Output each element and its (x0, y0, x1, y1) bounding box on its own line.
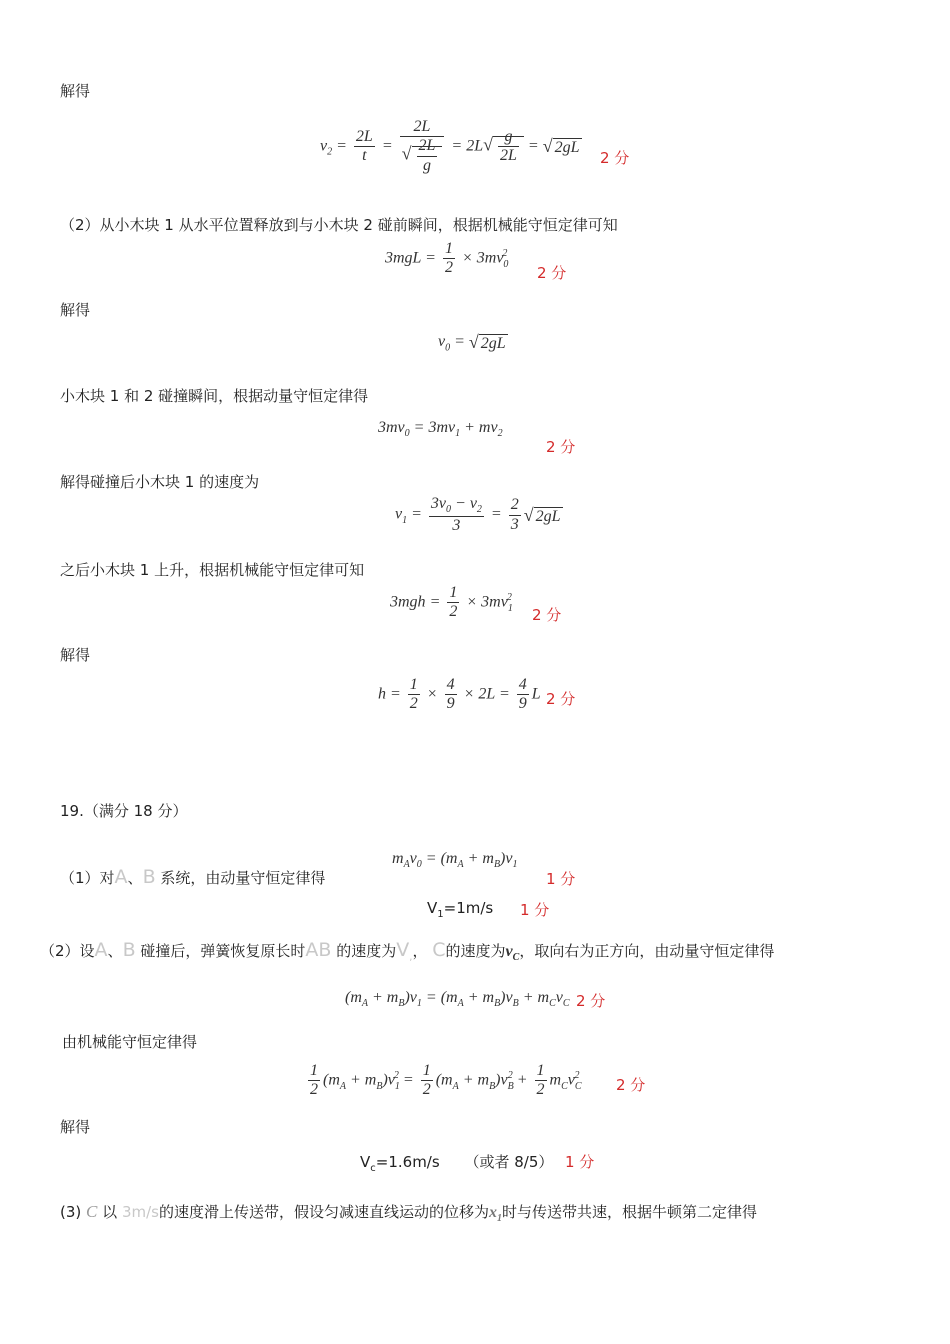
text-fragment: （1）对 (60, 869, 115, 887)
text-part1-19 (60, 866, 325, 888)
equation-v1: $v_1$ = $\frac{3v_0 - v_2}{3}$ = $\frac{2}{3}$ √ 2gL (395, 495, 561, 534)
result-v1 (427, 899, 493, 920)
text-fragment: ，取向右为正方向，由动量守恒定律得 (519, 942, 775, 960)
text-fragment: 时与传送带共速，根据牛顿第二定律得 (502, 1203, 758, 1221)
label-c: C (432, 939, 446, 961)
equation-momentum-1: $3mv_0 = 3mv_1 + mv_2$ (378, 419, 503, 440)
symbol-x1: $x_1$ (489, 1204, 502, 1225)
equation-v2: $v_2$ = $\frac{2L}{t}$ = 2L √ $\frac{2L}{g}$ = 2L√ $\frac{g}{2L}$ = √ 2gL (320, 118, 580, 174)
text-jiede-4: 解得 (60, 1118, 91, 1136)
text-fragment: ， (412, 942, 428, 960)
score-label: 2 分 (537, 264, 567, 282)
text-rise: 之后小木块 1 上升，根据机械能守恒定律可知 (60, 561, 365, 579)
text-v1-after: 解得碰撞后小木块 1 的速度为 (60, 473, 260, 491)
result-value: =1m/s (443, 899, 494, 917)
result-vc (360, 1151, 553, 1174)
equation-energy-abc: $\frac{1}{2}$ $(m_A + m_B)v_1^2$ = $\frac{1}{2}$ $(m_A + m_B)v_B^2$ + $\frac{1}{2}$ $m_Cv_C^2$ (310, 1062, 582, 1099)
text-part2-19 (40, 939, 774, 963)
text-jiede-3: 解得 (60, 646, 91, 664)
label-a: A (94, 939, 108, 961)
label-b: B (122, 939, 136, 961)
label-ab: AB (305, 939, 332, 961)
score-label: 2 分 (600, 149, 630, 167)
label-speed: 3m/s (121, 1203, 159, 1221)
result-alternative: （或者 8/5） (464, 1153, 554, 1171)
result-subscript: 1 (437, 909, 444, 920)
equation-h: h = $\frac{1}{2}$ × $\frac{4}{9}$ × 2L = $\frac{4}{9}$ L (378, 676, 541, 713)
label-v: V (396, 939, 410, 961)
label-a: A (114, 866, 128, 888)
score-label: 1 分 (565, 1153, 595, 1171)
text-fragment: 系统，由动量守恒定律得 (160, 869, 326, 887)
symbol-vc: $v_C$ (505, 943, 520, 964)
result-value: =1.6m/s (375, 1153, 440, 1171)
score-label: 2 分 (616, 1076, 646, 1094)
text-fragment: 的速度为 (445, 942, 506, 960)
equation-momentum-ab: $m_Av_0 = (m_A + m_B)v_1$ (392, 850, 518, 871)
result-symbol: V (427, 899, 438, 917)
text-fragment: 、 (127, 869, 143, 887)
equation-v0: $v_0$ = √ 2gL (438, 332, 506, 354)
text-mech-energy: 由机械能守恒定律得 (62, 1033, 198, 1051)
result-subscript: c (370, 1163, 376, 1174)
score-label: 1 分 (520, 901, 550, 919)
text-fragment: (3) (60, 1203, 82, 1221)
label-v-subscript: , (409, 952, 413, 963)
result-symbol: V (360, 1153, 371, 1171)
symbol-c: C (86, 1202, 98, 1221)
text-fragment: （2）设 (40, 942, 95, 960)
equation-momentum-abc: $(m_A + m_B)v_1 = (m_A + m_B)v_B + m_Cv_C$ (345, 989, 570, 1010)
score-label: 1 分 (546, 870, 576, 888)
text-fragment: 以 (102, 1203, 118, 1221)
text-fragment: 的速度为 (336, 942, 397, 960)
text-part3-19 (60, 1201, 757, 1224)
text-jiede-1: 解得 (60, 82, 91, 100)
text-jiede-2: 解得 (60, 301, 91, 319)
text-fragment: 碰撞后，弹簧恢复原长时 (140, 942, 306, 960)
text-collision: 小木块 1 和 2 碰撞瞬间，根据动量守恒定律得 (60, 387, 369, 405)
score-label: 2 分 (576, 992, 606, 1010)
text-fragment: 的速度滑上传送带，假设匀减速直线运动的位移为 (158, 1203, 489, 1221)
text-part2-intro: （2）从小木块 1 从水平位置释放到与小木块 2 碰前瞬间，根据机械能守恒定律可知 (60, 216, 618, 234)
equation-energy-1: 3mgL = $\frac{1}{2}$ × $3mv_0^2$ (385, 240, 509, 277)
score-label: 2 分 (546, 438, 576, 456)
score-label: 2 分 (546, 690, 576, 708)
score-label: 2 分 (532, 606, 562, 624)
question-19-heading: 19.（满分 18 分） (60, 802, 188, 820)
text-fragment: 、 (107, 942, 123, 960)
label-b: B (142, 866, 156, 888)
equation-energy-2: 3mgh = $\frac{1}{2}$ × $3mv_1^2$ (390, 584, 513, 621)
